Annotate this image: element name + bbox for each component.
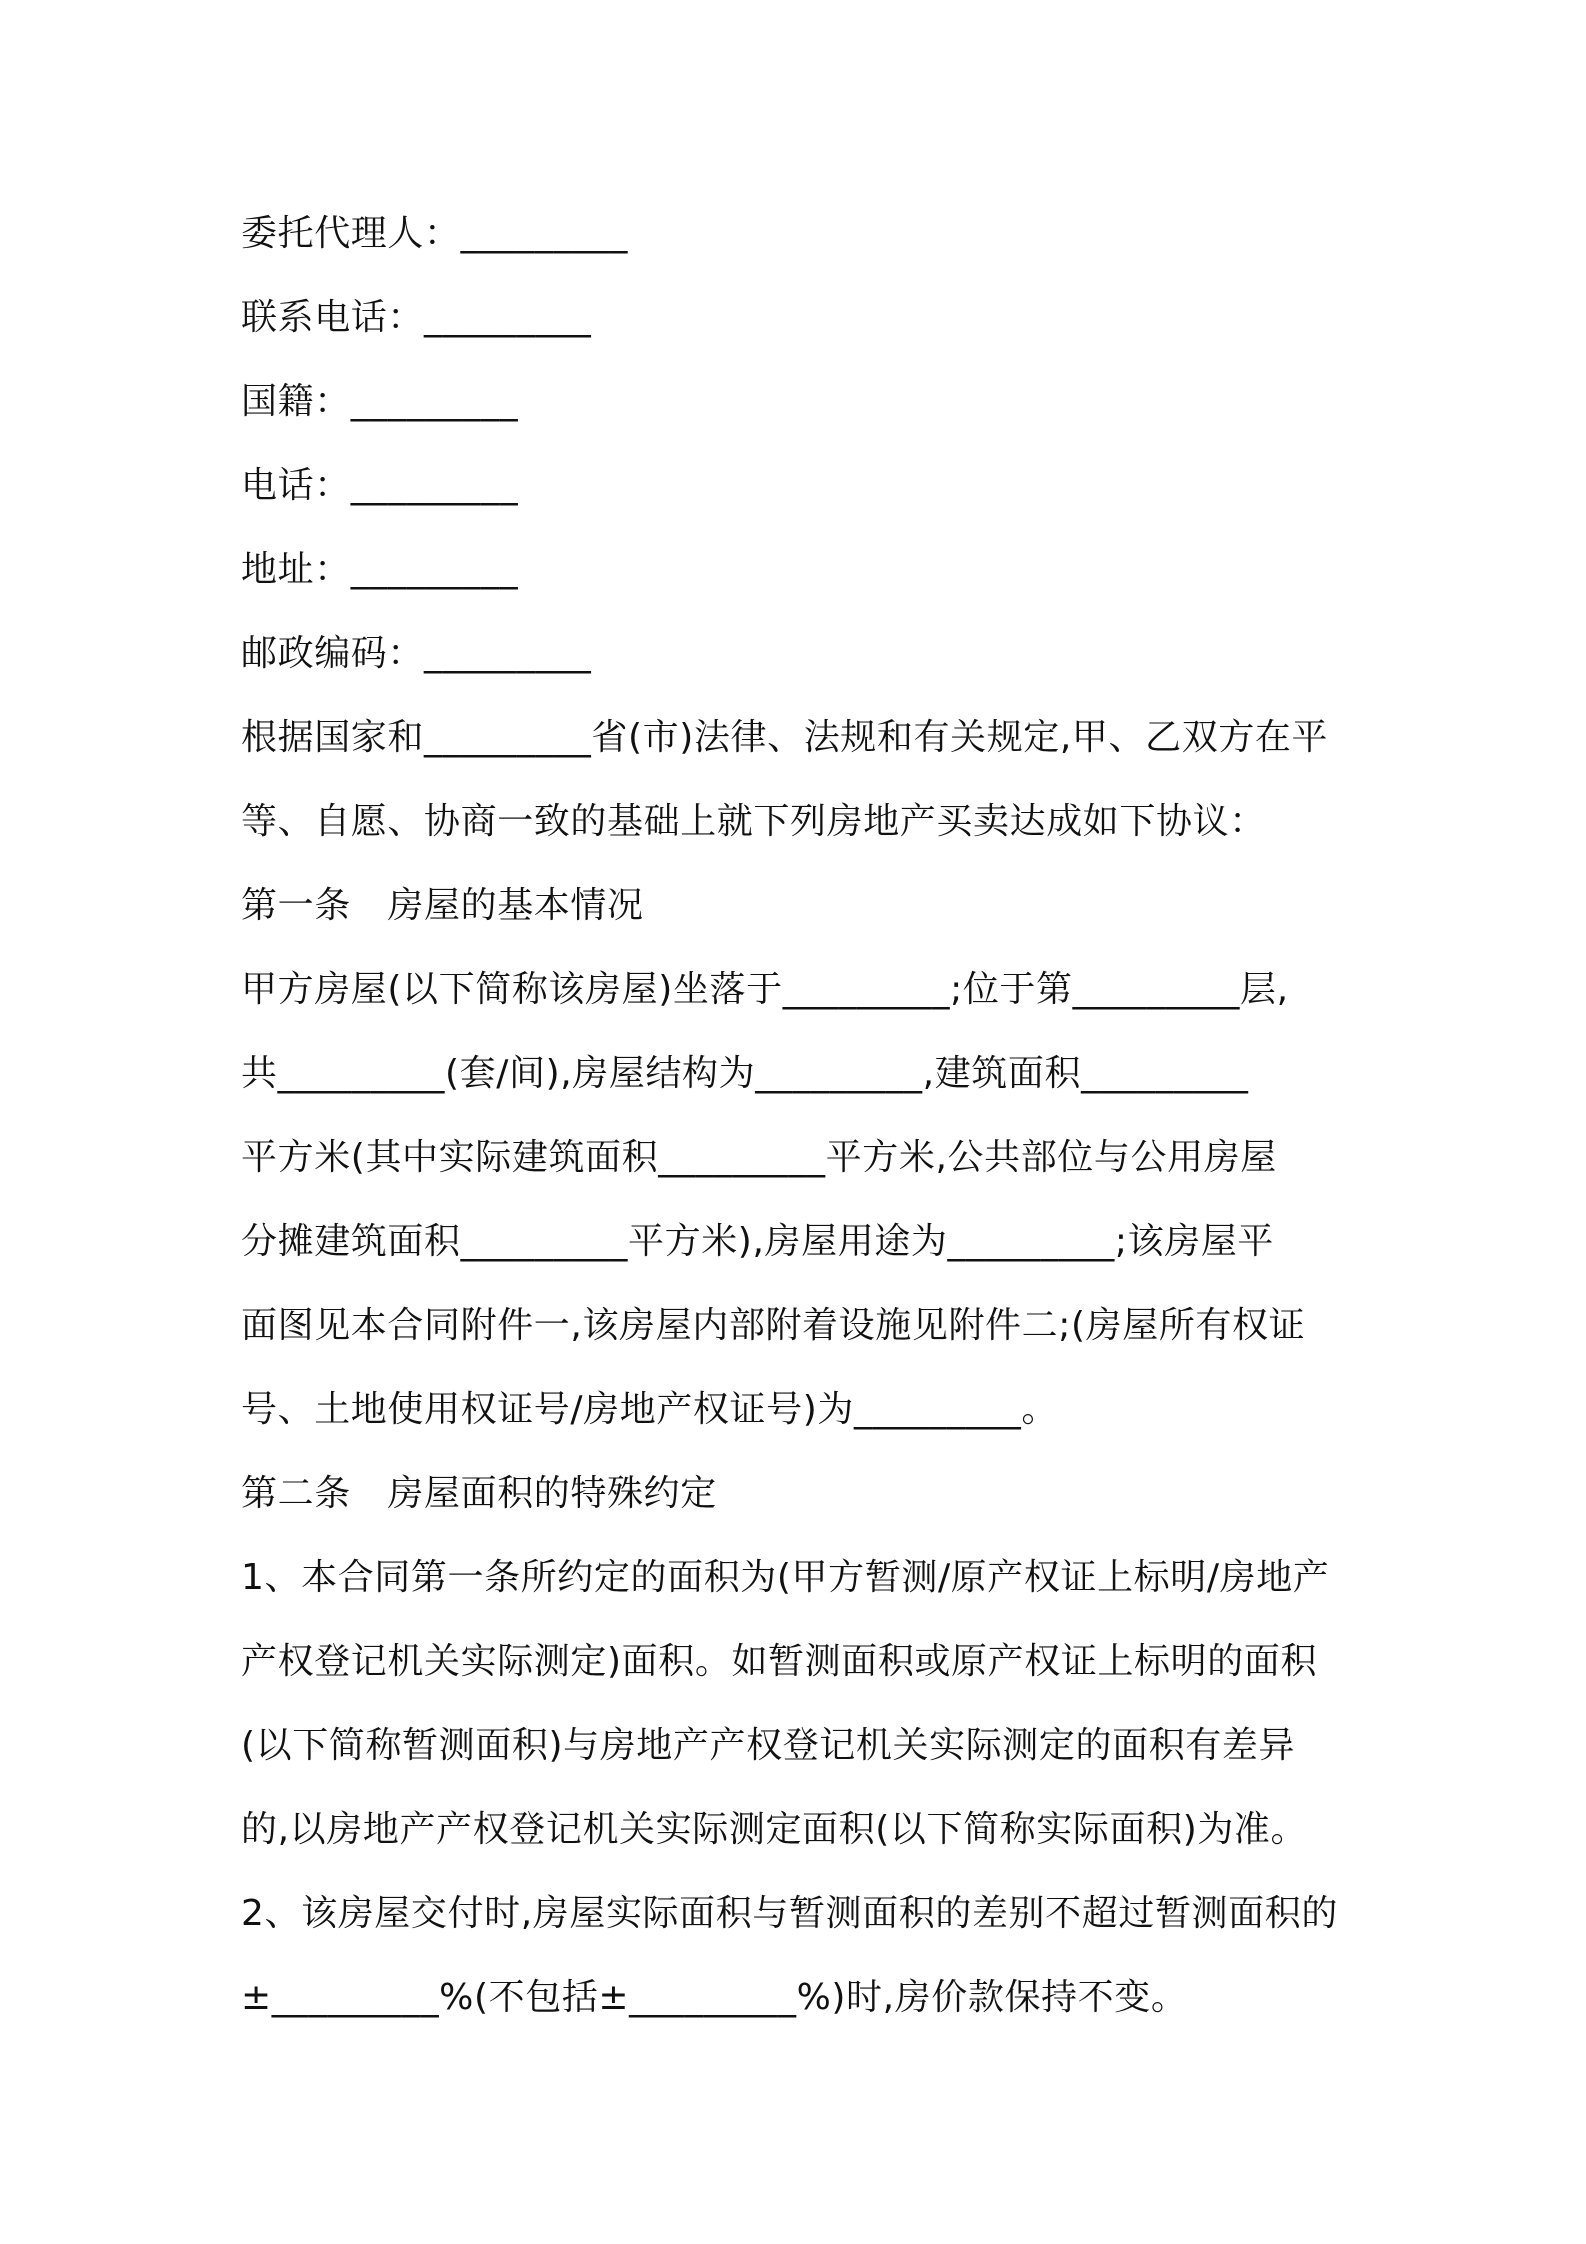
article-1-line-6: 号、土地使用权证号/房地产权证号)为_________。 [241,1389,1058,1430]
preamble-line-2: 等、自愿、协商一致的基础上就下列房地产买卖达成如下协议： [241,801,1266,842]
agent-line: 委托代理人：_________ [241,213,628,254]
document-body [241,192,1351,2040]
address-line: 地址：_________ [241,549,519,590]
article-1-line-4: 分摊建筑面积_________平方米),房屋用途为_________;该房屋平 [241,1221,1275,1262]
postal-code-line: 邮政编码：_________ [241,633,592,674]
article-2-clause-2-line-1: 2、该房屋交付时,房屋实际面积与暂测面积的差别不超过暂测面积的 [241,1893,1338,1934]
article-2-clause-1-line-3: (以下简称暂测面积)与房地产产权登记机关实际测定的面积有差异 [241,1725,1296,1766]
nationality-line: 国籍：_________ [241,381,519,422]
article-2-clause-1-line-4: 的,以房地产产权登记机关实际测定面积(以下简称实际面积)为准。 [241,1809,1308,1850]
article-1-line-1: 甲方房屋(以下简称该房屋)坐落于_________;位于第_________层, [241,969,1289,1010]
article-1-line-5: 面图见本合同附件一,该房屋内部附着设施见附件二;(房屋所有权证 [241,1305,1306,1346]
article-2-clause-1-line-1: 1、本合同第一条所约定的面积为(甲方暂测/原产权证上标明/房地产 [241,1557,1330,1598]
article-1-line-2: 共_________(套/间),房屋结构为_________,建筑面积_________ [241,1053,1249,1094]
article-1-heading: 第一条 房屋的基本情况 [241,885,644,926]
preamble-line-1: 根据国家和_________省(市)法律、法规和有关规定,甲、乙双方在平 [241,717,1329,758]
phone-line: 电话：_________ [241,465,519,506]
article-2-heading: 第二条 房屋面积的特殊约定 [241,1473,717,1514]
article-2-clause-2-line-2: ±_________%(不包括±_________%)时,房价款保持不变。 [241,1977,1188,2018]
article-1-line-3: 平方米(其中实际建筑面积_________平方米,公共部位与公用房屋 [241,1137,1277,1178]
article-2-clause-1-line-2: 产权登记机关实际测定)面积。如暂测面积或原产权证上标明的面积 [241,1641,1318,1682]
contact-phone-line: 联系电话：_________ [241,297,592,338]
